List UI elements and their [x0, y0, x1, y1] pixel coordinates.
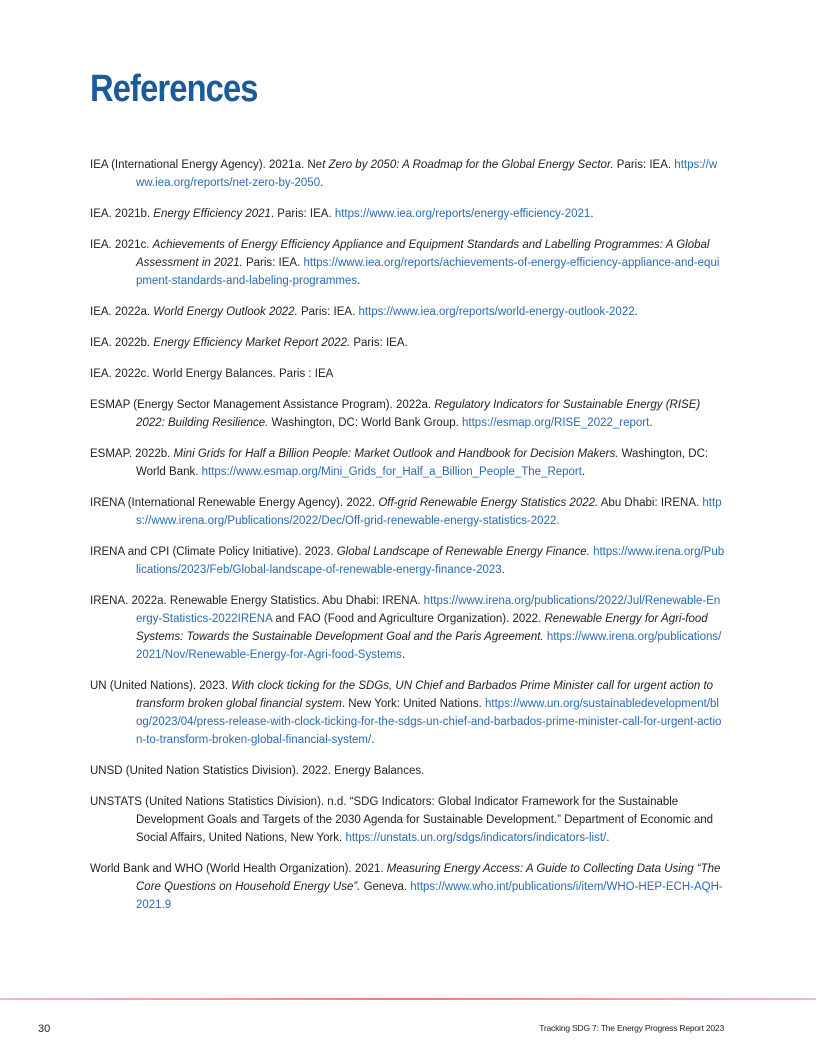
ref-link[interactable]: https://www.iea.org/reports/achievements-of-energy-efficiency-appliance-and-equipment-standards-and-labeling-programmes [136, 257, 720, 287]
reference-item [90, 677, 725, 749]
reference-item [90, 445, 725, 481]
ref-link[interactable]: https://unstats.un.org/sdgs/indicators/indicators-list/ [345, 832, 607, 844]
ref-link[interactable]: https://www.iea.org/reports/energy-efficiency-2021 [334, 208, 591, 220]
ref-text: ESMAP. 2022b. [90, 448, 174, 460]
ref-text: UN (United Nations). 2023. [90, 680, 232, 692]
ref-text: Washington, DC: World Bank Group. [268, 417, 463, 429]
ref-link[interactable]: https://www.irena.org/publications/2022/Jul/Renewable-Energy-Statistics-2022IRENA [136, 595, 721, 625]
reference-item [90, 592, 725, 664]
ref-text: IEA. 2021b. [90, 208, 154, 220]
page-number: 30 [38, 1023, 51, 1035]
ref-text: Paris: IEA. [613, 159, 672, 171]
ref-title: Energy Efficiency 2021 [153, 208, 271, 220]
ref-title: Regulatory Indicators for Sustainable Energy (RISE) 2022: Building Resilience. [136, 399, 701, 429]
ref-text: UNSD (United Nation Statistics Division). 2022. Energy Balances. [90, 765, 425, 777]
ref-text: . [371, 734, 375, 746]
ref-text: . [634, 306, 638, 318]
ref-text: ESMAP (Energy Sector Management Assistance Program). 2022a. [90, 399, 435, 411]
ref-link[interactable]: https://www.who.int/publications/i/item/WHO-HEP-ECH-AQH-2021.9 [136, 881, 723, 911]
ref-link[interactable]: https://www.irena.org/publications/2021/Nov/Renewable-Energy-for-Agri-food-Systems [136, 631, 722, 661]
ref-text: . [501, 564, 505, 576]
reference-item [90, 543, 725, 579]
ref-text: IEA (International Energy Agency). 2021a. Ne [90, 159, 323, 171]
ref-title: With clock ticking for the SDGs, UN Chief and Barbados Prime Minister call for urgent action to transform broken global financial system [136, 680, 714, 710]
ref-link[interactable]: https://www.iea.org/reports/world-energy-outlook-2022 [358, 306, 635, 318]
ref-title: Off-grid Renewable Energy Statistics 2022. [378, 497, 599, 509]
ref-text: . [649, 417, 653, 429]
ref-text: IEA. 2021c. [90, 239, 153, 251]
reference-item [90, 396, 725, 432]
ref-link[interactable]: https://www.un.org/sustainabledevelopment/blog/2023/04/press-release-with-clock-ticking-for-the-sdgs-un-chief-and-barbados-prime-minister-call-for-urgent-action-to-transform-broken-global-financial-system/ [136, 698, 722, 746]
ref-text: . [357, 275, 361, 287]
ref-text: World Bank and WHO (World Health Organization). 2021. [90, 863, 387, 875]
ref-link[interactable]: https://www.iea.org/reports/net-zero-by-2050 [136, 159, 718, 189]
reference-list [90, 156, 725, 927]
ref-text: . [320, 177, 324, 189]
ref-text: Geneva. [360, 881, 411, 893]
ref-text: IEA. 2022b. [90, 337, 154, 349]
ref-title: Mini Grids for Half a Billion People: Market Outlook and Handbook for Decision Makers. [173, 448, 619, 460]
ref-text: IRENA. 2022a. Renewable Energy Statistics. Abu Dhabi: IRENA. [90, 595, 424, 607]
ref-text: UNSTATS (United Nations Statistics Division). n.d. “SDG Indicators: Global Indicator Framework for the Sustainable Development Goals and Targets of the 2030 Agenda for Sustainable Development.” Department of Economic and Social Affairs, United Nations, New York. [90, 796, 714, 844]
footer-divider [0, 998, 816, 1000]
reference-item [90, 205, 725, 223]
ref-text: Washington, DC: World Bank. [136, 448, 709, 478]
reference-item [90, 494, 725, 530]
ref-text: IEA. 2022a. [90, 306, 154, 318]
ref-title: Energy Efficiency Market Report 2022. [153, 337, 351, 349]
ref-text: Abu Dhabi: IRENA. [598, 497, 703, 509]
ref-link[interactable]: https://www.irena.org/Publications/2023/Feb/Global-landscape-of-renewable-energy-finance-2023 [136, 546, 725, 576]
ref-title: Global Landscape of Renewable Energy Finance. [336, 546, 590, 558]
ref-text: and FAO (Food and Agriculture Organization). 2022. [272, 613, 545, 625]
ref-title: Renewable Energy for Agri-food Systems: Towards the Sustainable Development Goal and the Paris Agreement. [136, 613, 708, 643]
reference-item [90, 236, 725, 290]
ref-text: . New York: United Nations. [341, 698, 486, 710]
ref-title: t Zero by 2050: A Roadmap for the Global Energy Sector. [322, 159, 614, 171]
ref-text: Paris: IEA. [242, 257, 304, 269]
ref-link[interactable]: https://www.irena.org/Publications/2022/Dec/Off-grid-renewable-energy-statistics-2022. [136, 497, 722, 527]
ref-title: Achievements of Energy Efficiency Appliance and Equipment Standards and Labelling Programmes: A Global Assessment in 2021. [136, 239, 710, 269]
reference-item [90, 365, 725, 383]
ref-text: . [606, 832, 610, 844]
page-title: References [90, 68, 258, 110]
ref-text: IRENA and CPI (Climate Policy Initiative). 2023. [90, 546, 337, 558]
ref-text: . [581, 466, 586, 478]
ref-text: Paris: IEA. [350, 337, 408, 349]
ref-text: . [590, 208, 594, 220]
ref-text: Paris: IEA. [297, 306, 359, 318]
reference-item [90, 762, 725, 780]
ref-title: World Energy Outlook 2022. [153, 306, 298, 318]
ref-text: IEA. 2022c. World Energy Balances. Paris : IEA [90, 368, 334, 380]
report-title: Tracking SDG 7: The Energy Progress Report 2023 [539, 1023, 724, 1033]
reference-item [90, 334, 725, 352]
reference-item [90, 860, 725, 914]
ref-text: . Paris: IEA. [270, 208, 335, 220]
reference-item [90, 793, 725, 847]
ref-title: Measuring Energy Access: A Guide to Collecting Data Using “The Core Questions on Household Energy Use”. [136, 863, 721, 893]
ref-link[interactable]: https://www.esmap.org/Mini_Grids_for_Half_a_Billion_People_The_Report [201, 466, 582, 478]
ref-text: . [401, 649, 406, 661]
reference-item [90, 156, 725, 192]
ref-link[interactable]: https://esmap.org/RISE_2022_report [462, 417, 650, 429]
ref-text: IRENA (International Renewable Energy Agency). 2022. [90, 497, 379, 509]
reference-item [90, 303, 725, 321]
